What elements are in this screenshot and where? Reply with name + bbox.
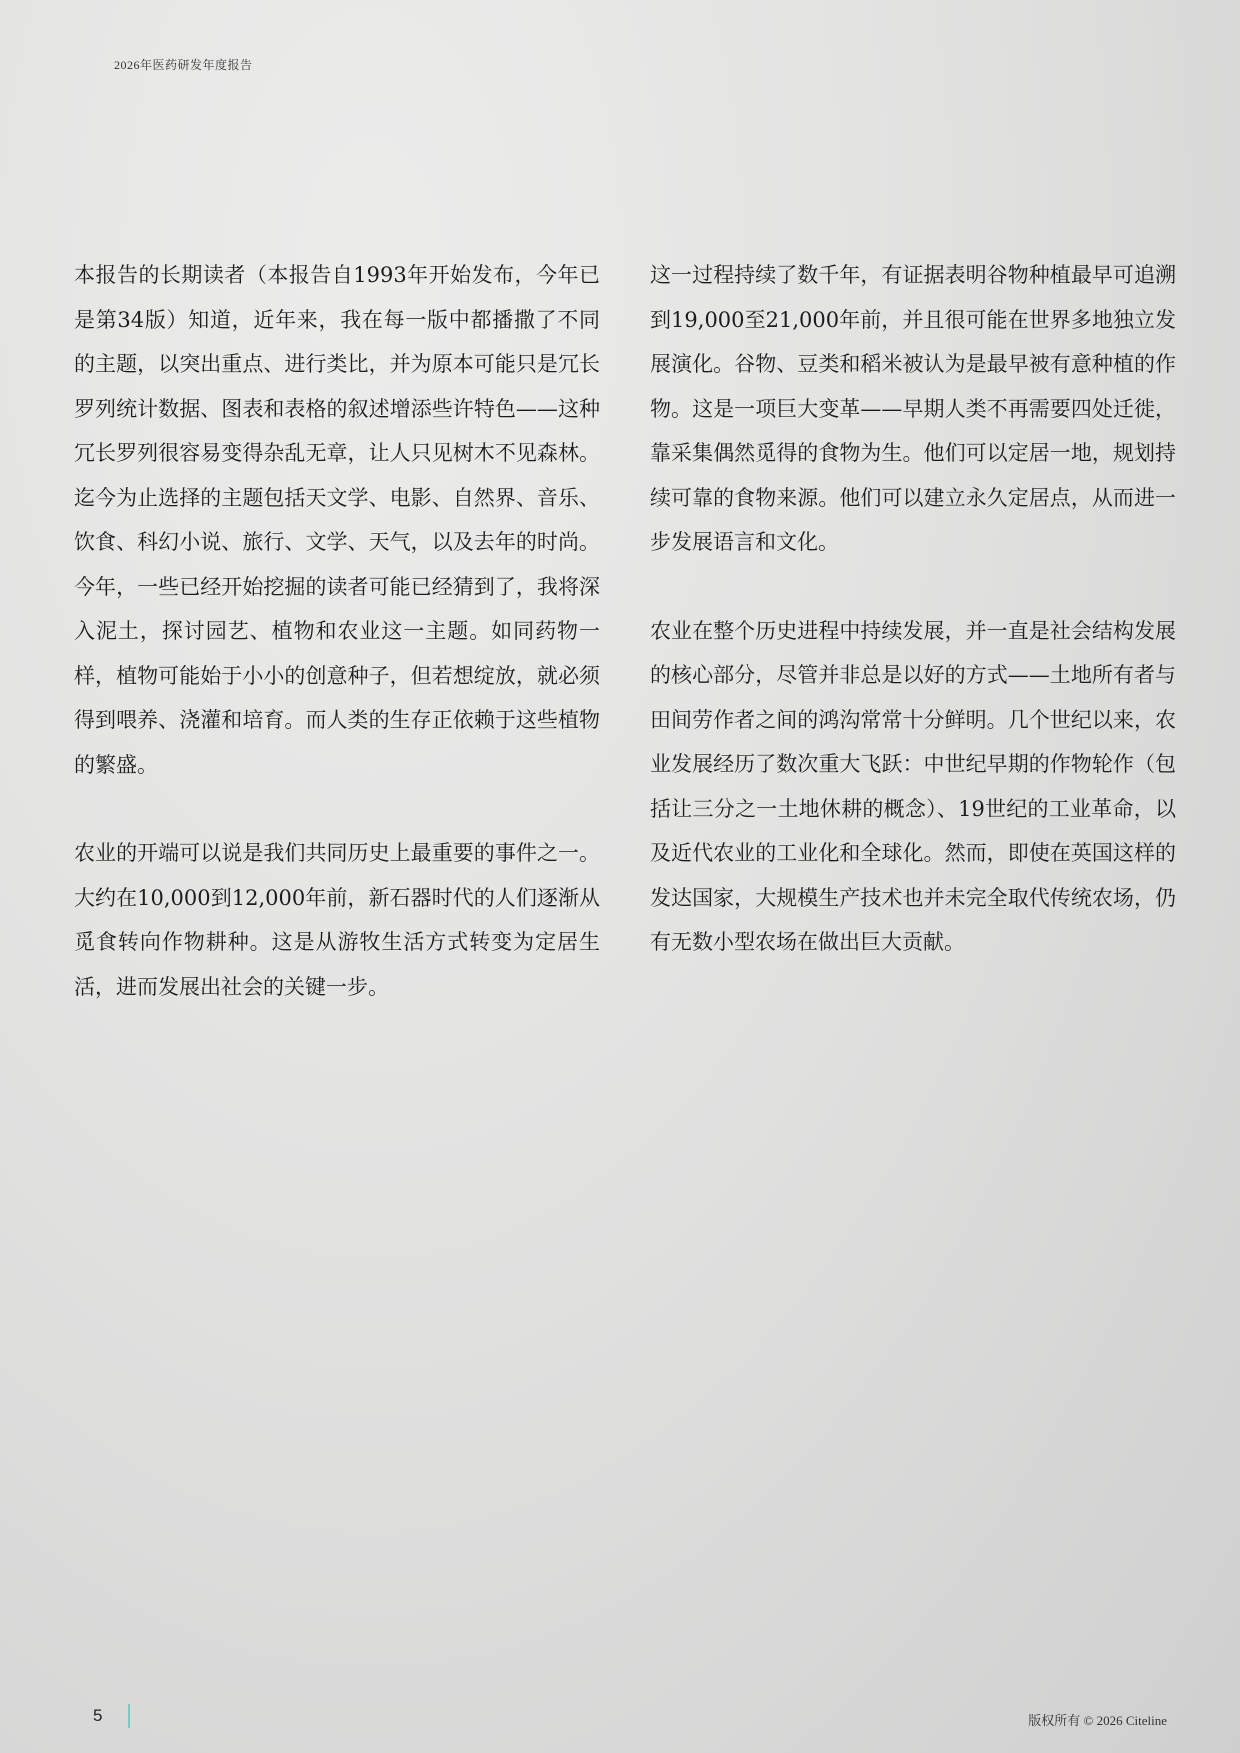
footer-divider [128, 1704, 130, 1728]
left-text-column [74, 253, 600, 1053]
page-number: 5 [93, 1706, 103, 1725]
paragraph: 这一过程持续了数千年，有证据表明谷物种植最早可追溯到19,000至21,000年前，并且很可能在世界多地独立发展演化。谷物、豆类和稻米被认为是最早被有意种植的作物。这是一项巨大变革——早期人类不再需要四处迁徙，靠采集偶然觅得的食物为生。他们可以定居一地，规划持续可靠的食物来源。他们可以建立永久定居点，从而进一步发展语言和文化。 [650, 263, 1176, 554]
right-text-column [650, 253, 1176, 1009]
copyright-notice: 版权所有 © 2026 Citeline [1028, 1713, 1167, 1728]
paragraph: 农业的开端可以说是我们共同历史上最重要的事件之一。大约在10,000到12,000年前，新石器时代的人们逐渐从觅食转向作物耕种。这是从游牧生活方式转变为定居生活，进而发展出社会的关键一步。 [74, 841, 600, 999]
paragraph: 农业在整个历史进程中持续发展，并一直是社会结构发展的核心部分，尽管并非总是以好的方式——土地所有者与田间劳作者之间的鸿沟常常十分鲜明。几个世纪以来，农业发展经历了数次重大飞跃：中世纪早期的作物轮作（包括让三分之一土地休耕的概念）、19世纪的工业革命，以及近代农业的工业化和全球化。然而，即使在英国这样的发达国家，大规模生产技术也并未完全取代传统农场，仍有无数小型农场在做出巨大贡献。 [650, 618, 1176, 954]
report-header-title: 2026年医药研发年度报告 [114, 58, 253, 72]
paragraph: 本报告的长期读者（本报告自1993年开始发布，今年已是第34版）知道，近年来，我在每一版中都播撒了不同的主题，以突出重点、进行类比，并为原本可能只是冗长罗列统计数据、图表和表格的叙述增添些许特色——这种冗长罗列很容易变得杂乱无章，让人只见树木不见森林。迄今为止选择的主题包括天文学、电影、自然界、音乐、饮食、科幻小说、旅行、文学、天气，以及去年的时尚。今年，一些已经开始挖掘的读者可能已经猜到了，我将深入泥土，探讨园艺、植物和农业这一主题。如同药物一样，植物可能始于小小的创意种子，但若想绽放，就必须得到喂养、浇灌和培育。而人类的生存正依赖于这些植物的繁盛。 [74, 263, 600, 777]
